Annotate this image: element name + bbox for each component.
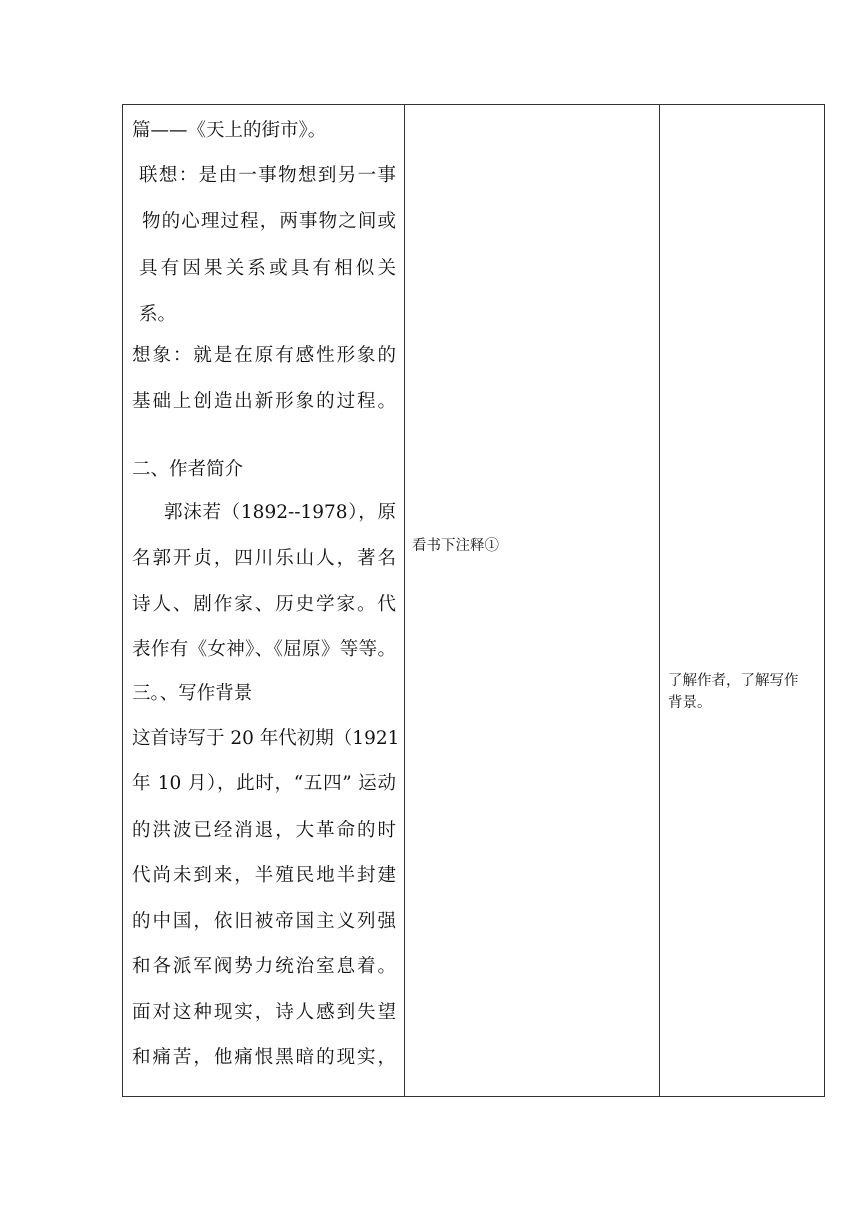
text-line: 诗人、剧作家、历史学家。代 <box>132 594 396 615</box>
column-divider <box>659 105 660 1096</box>
section-heading: 三。、写作背景 <box>132 683 253 704</box>
text-line: 年 10 月），此时，“五四” 运动 <box>132 773 396 794</box>
text-line: 和痛苦，他痛恨黑暗的现实， <box>132 1047 396 1068</box>
section-heading: 二、作者简介 <box>132 459 244 480</box>
text-line: 物的心理过程，两事物之间或 <box>142 211 396 232</box>
lesson-table <box>122 104 825 1097</box>
text-line: 名郭开贞，四川乐山人，著名 <box>132 548 396 569</box>
intent-line: 背景。 <box>668 695 712 711</box>
text-line: 联想：是由一事物想到另一事 <box>139 165 396 186</box>
text-line: 面对这种现实，诗人感到失望 <box>132 1002 396 1023</box>
text-line: 具有因果关系或具有相似关 <box>139 258 396 279</box>
text-line: 系。 <box>139 304 177 325</box>
text-line: 代尚未到来，半殖民地半封建 <box>132 865 396 886</box>
intent-line: 了解作者，了解写作 <box>668 673 799 689</box>
text-line: 基础上创造出新形象的过程。 <box>132 391 396 412</box>
activity-note: 看书下注释① <box>412 538 499 554</box>
text-line: 和各派军阀势力统治室息着。 <box>132 956 396 977</box>
text-line: 想象：就是在原有感性形象的 <box>132 345 396 366</box>
column-divider <box>404 105 405 1096</box>
text-line: 的洪波已经消退，大革命的时 <box>132 820 396 841</box>
text-line: 表作有《女神》、《屈原》等等。 <box>132 639 396 660</box>
text-line: 郭沫若（1892--1978），原 <box>164 502 396 523</box>
text-line: 篇——《天上的街市》。 <box>132 120 327 141</box>
text-line: 的中国，依旧被帝国主义列强 <box>132 911 396 932</box>
text-line: 这首诗写于 20 年代初期（1921 <box>132 728 400 749</box>
